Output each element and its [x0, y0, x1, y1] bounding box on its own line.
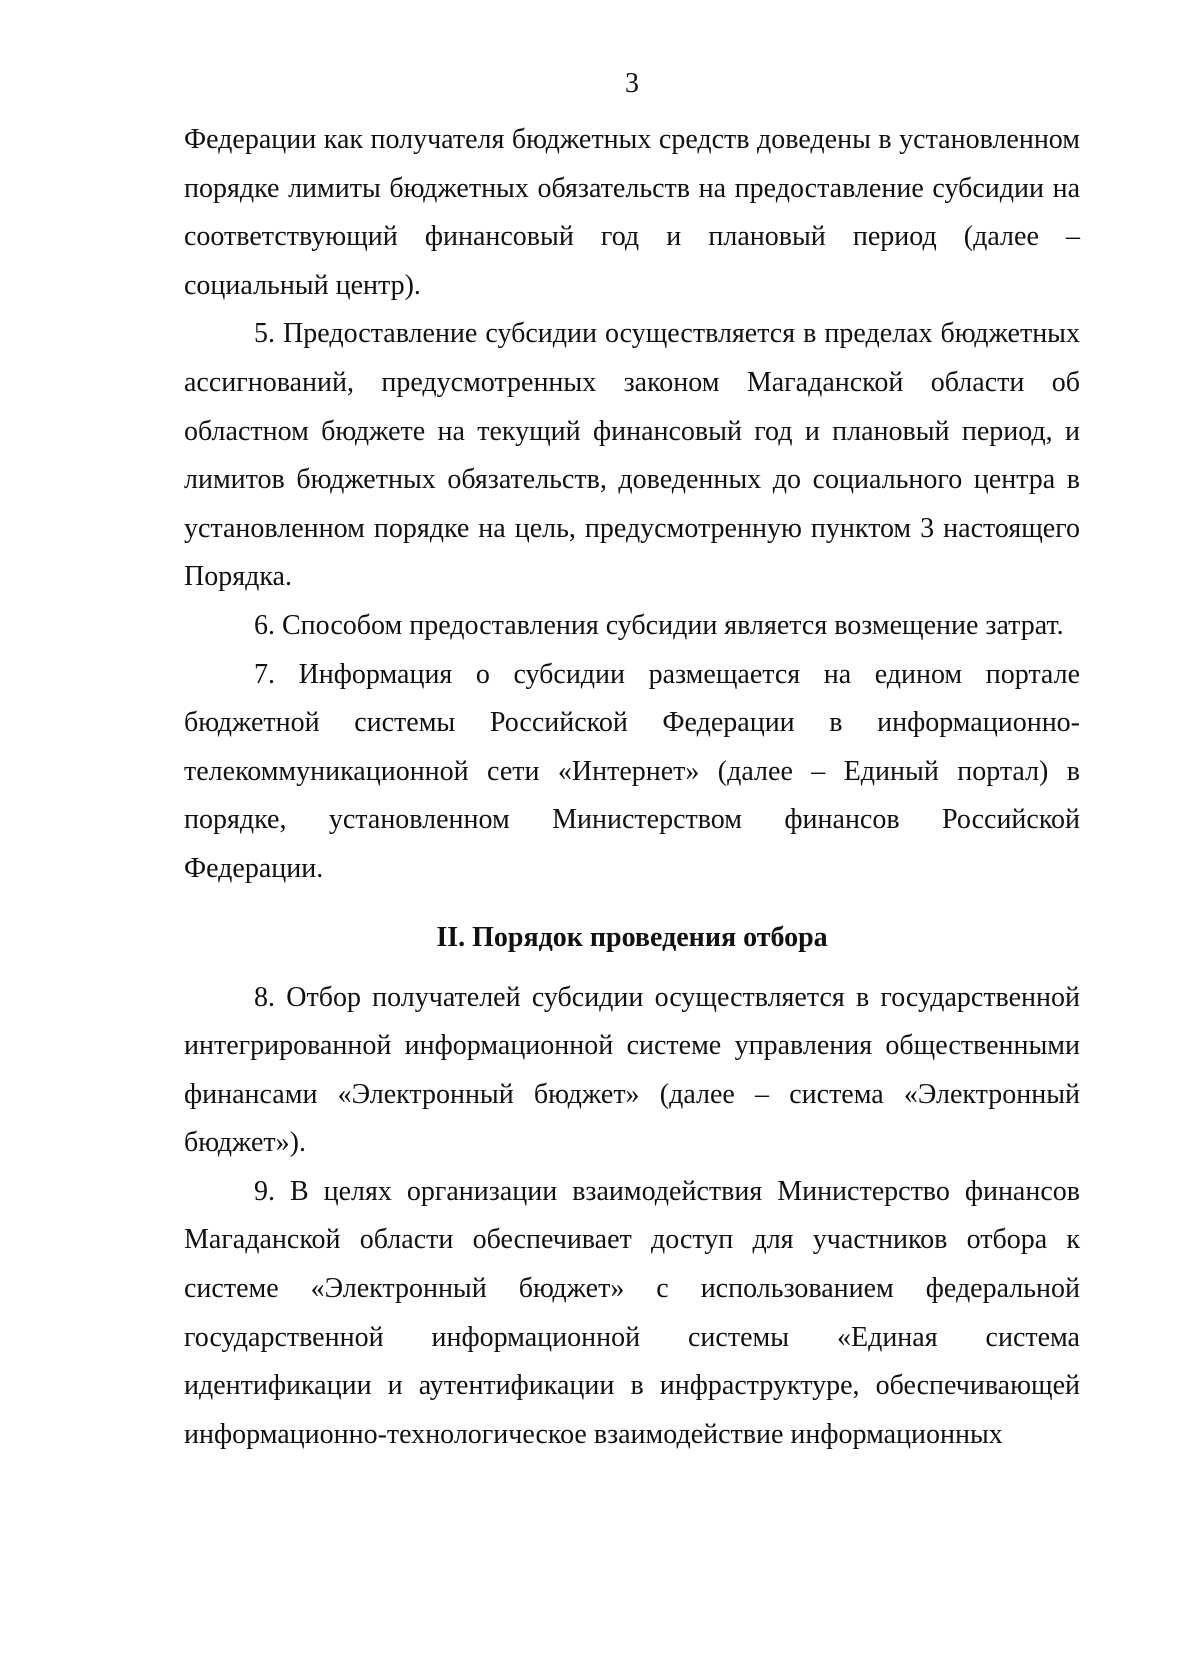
paragraph-continuation: Федерации как получателя бюджетных средств доведены в установленном порядке лимиты бюджетных обязательств на предоставление субсидии на соответствующий финансовый год и плановый период (далее – социальный центр).: [184, 124, 1080, 301]
document-page: [184, 60, 1080, 1459]
paragraph-7: 7. Информация о субсидии размещается на едином портале бюджетной системы Российской Федерации в информационно-телекоммуникационной сети «Интернет» (далее – Единый портал) в порядке, установленном Министерством финансов Российской Федерации.: [184, 658, 1080, 884]
paragraph-6: 6. Способом предоставления субсидии является возмещение затрат.: [254, 609, 1064, 641]
section-heading: II. Порядок проведения отбора: [436, 921, 828, 953]
paragraph-9: 9. В целях организации взаимодействия Министерство финансов Магаданской области обеспечивает доступ для участников отбора к системе «Электронный бюджет» с использованием федеральной государственной информационной системы «Единая система идентификации и аутентификации в инфраструктуре, обеспечивающей информационно-технологическое взаимодействие информационных: [184, 1175, 1080, 1450]
paragraph-8: 8. Отбор получателей субсидии осуществляется в государственной интегрированной информационной системе управления общественными финансами «Электронный бюджет» (далее – система «Электронный бюджет»).: [184, 981, 1080, 1159]
paragraph-5: 5. Предоставление субсидии осуществляется в пределах бюджетных ассигнований, предусмотренных законом Магаданской области об областном бюджете на текущий финансовый год и плановый период, и лимитов бюджетных обязательств, доведенных до социального центра в установленном порядке на цель, предусмотренную пунктом 3 настоящего Порядка.: [184, 318, 1080, 593]
page-number: 3: [625, 68, 639, 99]
